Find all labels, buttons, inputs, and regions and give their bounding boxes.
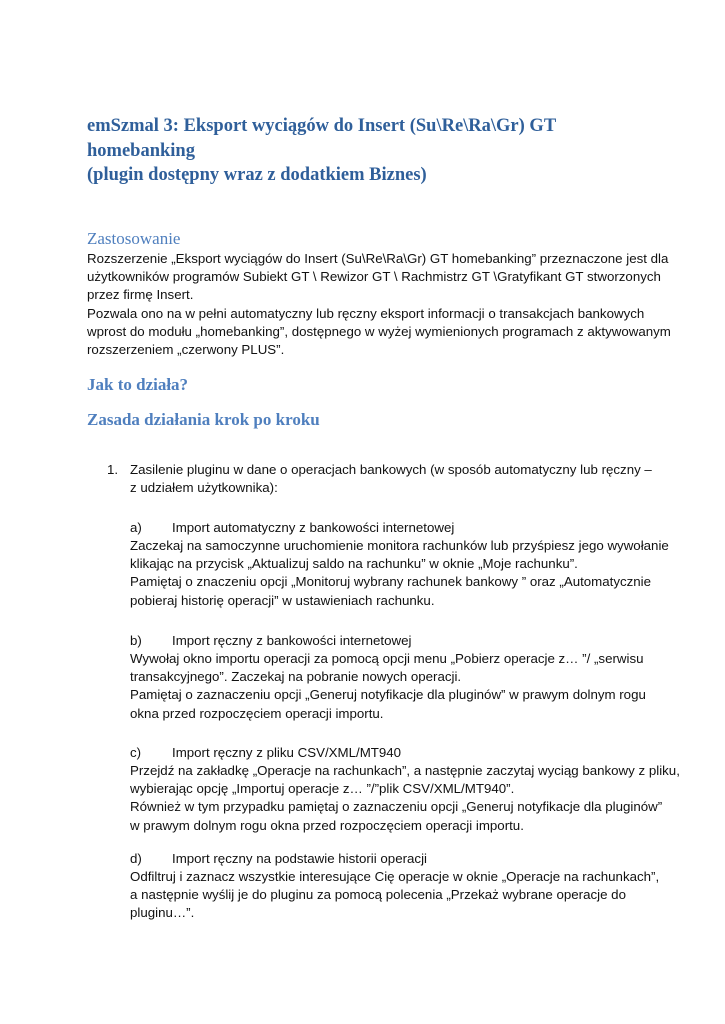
subitem-d-heading — [130, 850, 427, 868]
intro-line: użytkowników programów Subiekt GT \ Rewizor GT \ Rachmistrz GT \Gratyfikant GT stworzonych — [87, 269, 661, 285]
heading-jak-to-dziala: Jak to działa? — [87, 375, 189, 394]
subitem-c-body — [130, 762, 680, 835]
subitem-line: transakcyjnego”. Zaczekaj na pobranie nowych operacji. — [130, 669, 462, 685]
document-title — [87, 114, 647, 188]
subitem-letter: c) — [130, 745, 142, 760]
subitem-title: Import automatyczny z bankowości internetowej — [172, 520, 455, 535]
subitem-c-heading — [130, 744, 401, 762]
heading-zasada-dzialania: Zasada działania krok po kroku — [87, 410, 320, 429]
list-item-line: z udziałem użytkownika): — [130, 480, 278, 496]
subitem-title: Import ręczny z bankowości internetowej — [172, 633, 412, 648]
subitem-line: pobieraj historię operacji” w ustawieniach rachunku. — [130, 592, 435, 608]
subitem-b-heading — [130, 632, 411, 650]
subitem-line: klikając na przycisk „Aktualizuj saldo na rachunku” w oknie „Moje rachunku”. — [130, 556, 578, 572]
subitem-line: a następnie wyślij je do pluginu za pomocą polecenia „Przekaż wybrane operacje do — [130, 887, 626, 903]
intro-line: Rozszerzenie „Eksport wyciągów do Insert (Su\Re\Ra\Gr) GT homebanking” przeznaczone jest dla — [87, 251, 669, 266]
subitem-letter: b) — [130, 633, 142, 648]
intro-paragraph — [87, 250, 671, 359]
subitem-line: pluginu…”. — [130, 905, 195, 921]
title-line-2: homebanking — [87, 140, 195, 161]
subitem-line: Pamiętaj o zaznaczeniu opcji „Generuj notyfikacje dla pluginów” w prawym dolnym rogu — [130, 687, 646, 703]
title-line-1: emSzmal 3: Eksport wyciągów do Insert (Su\Re\Ra\Gr) GT — [87, 116, 557, 136]
subitem-line: Pamiętaj o znaczeniu opcji „Monitoruj wybrany rachunek bankowy ” oraz „Automatycznie — [130, 574, 652, 590]
intro-line: wprost do modułu „homebanking”, dostępnego w wyżej wymienionych programach z aktywowanym — [87, 323, 671, 339]
heading-zastosowanie: Zastosowanie — [87, 229, 181, 248]
subitem-a-body — [130, 537, 669, 610]
intro-line: Pozwala ono na w pełni automatyczny lub ręczny eksport informacji o transakcjach bankowych — [87, 305, 645, 321]
subitem-letter: d) — [130, 851, 142, 866]
subitem-letter: a) — [130, 520, 142, 535]
subitem-line: Zaczekaj na samoczynne uruchomienie monitora rachunków lub przyśpiesz jego wywołanie — [130, 538, 669, 553]
subitem-d-body — [130, 868, 660, 923]
subitem-a-heading — [130, 519, 454, 537]
subitem-line: wybierając opcję „Importuj operacje z… ”/”plik CSV/XML/MT940”. — [130, 781, 515, 797]
intro-line: rozszerzeniem „czerwony PLUS”. — [87, 342, 285, 358]
subitem-line: Odfiltruj i zaznacz wszystkie interesujące Cię operacje w oknie „Operacje na rachunkach”, — [130, 869, 660, 884]
subitem-b-body — [130, 650, 650, 723]
title-line-3: (plugin dostępny wraz z dodatkiem Biznes) — [87, 165, 427, 185]
subitem-title: Import ręczny z pliku CSV/XML/MT940 — [172, 745, 402, 760]
subitem-line: Również w tym przypadku pamiętaj o zaznaczeniu opcji „Generuj notyfikacje dla pluginów” — [130, 799, 663, 815]
list-item-line: Zasilenie pluginu w dane o operacjach bankowych (w sposób automatyczny lub ręczny – — [130, 462, 652, 477]
subitem-line: okna przed rozpoczęciem operacji importu. — [130, 705, 384, 721]
subitem-line: w prawym dolnym rogu okna przed rozpoczęciem operacji importu. — [130, 817, 524, 833]
subitem-line: Wywołaj okno importu operacji za pomocą opcji menu „Pobierz operacje z… ”/ „serwisu — [130, 651, 644, 666]
intro-line: przez firmę Insert. — [87, 287, 194, 303]
list-item-1 — [130, 461, 650, 497]
subitem-line: Przejdź na zakładkę „Operacje na rachunkach”, a następnie zaczytaj wyciąg bankowy z pliku, — [130, 763, 680, 778]
subitem-title: Import ręczny na podstawie historii operacji — [172, 851, 427, 866]
list-number-1: 1. — [107, 462, 119, 477]
